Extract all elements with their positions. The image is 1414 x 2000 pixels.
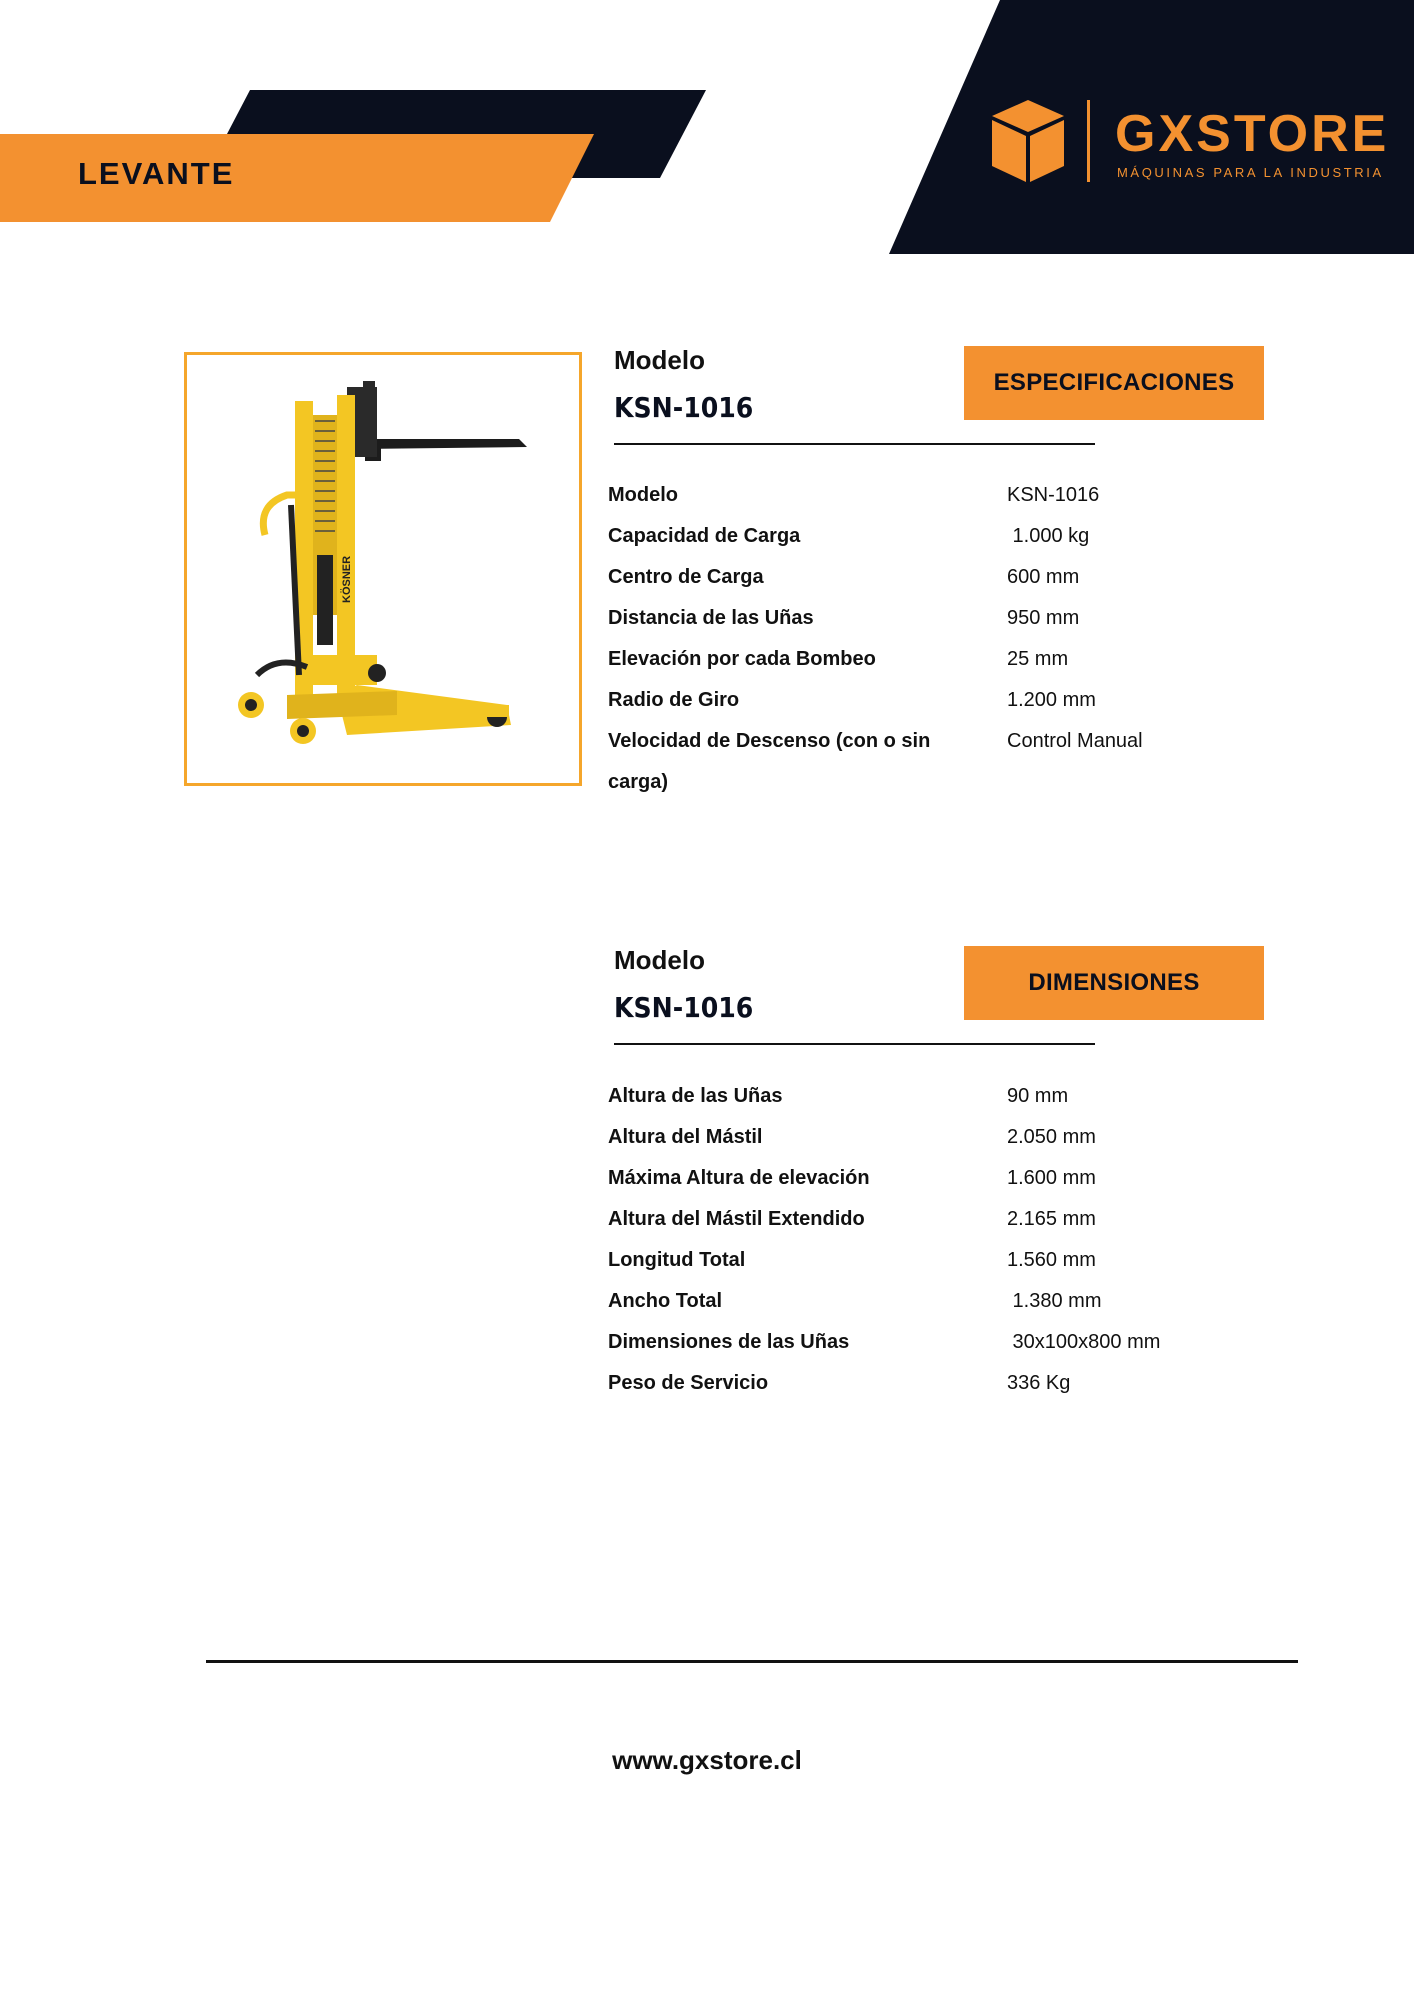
table-row xyxy=(608,639,1143,680)
dimension-value: 1.560 mm xyxy=(1007,1249,1096,1271)
table-row xyxy=(608,1199,1160,1240)
specifications-badge: ESPECIFICACIONES xyxy=(964,346,1264,420)
dimensions-badge: DIMENSIONES xyxy=(964,946,1264,1020)
spec-label: Centro de Carga xyxy=(608,566,764,588)
table-row xyxy=(608,516,1143,557)
product-image-frame xyxy=(184,352,582,786)
spec-label: Elevación por cada Bombeo xyxy=(608,648,876,670)
spec-label: Radio de Giro xyxy=(608,689,740,711)
dimension-value: 336 Kg xyxy=(1007,1372,1071,1394)
spec-value: 950 mm xyxy=(1007,607,1080,629)
spec-label: Velocidad de Descenso (con o sin carga) xyxy=(608,730,931,793)
spec-value: Control Manual xyxy=(1007,730,1143,752)
spec-label: Distancia de las Uñas xyxy=(608,607,814,629)
dimension-label: Altura de las Uñas xyxy=(608,1085,783,1107)
table-row xyxy=(608,1281,1160,1322)
website-link[interactable]: www.gxstore.cl xyxy=(612,1745,802,1775)
table-row xyxy=(608,1240,1160,1281)
spec-value: 25 mm xyxy=(1007,648,1069,670)
dimension-label: Altura del Mástil xyxy=(608,1126,763,1148)
table-row xyxy=(608,1076,1160,1117)
spec-value: 600 mm xyxy=(1007,566,1080,588)
spec-value: KSN-1016 xyxy=(1007,484,1100,506)
table-row xyxy=(608,1158,1160,1199)
dimension-label: Altura del Mástil Extendido xyxy=(608,1208,865,1230)
dimensions-table xyxy=(608,1076,1160,1404)
dimension-value: 1.600 mm xyxy=(1007,1167,1096,1189)
dimensions-divider xyxy=(614,1043,1095,1045)
table-row xyxy=(608,680,1143,721)
spec-value: 1.000 kg xyxy=(1007,525,1090,547)
table-row xyxy=(608,1117,1160,1158)
dimension-label: Ancho Total xyxy=(608,1290,723,1312)
brand-tagline: MÁQUINAS PARA LA INDUSTRIA xyxy=(1117,165,1384,180)
dimensions-model-label: Modelo xyxy=(614,945,705,975)
spec-value: 1.200 mm xyxy=(1007,689,1096,711)
dimension-value: 90 mm xyxy=(1007,1085,1069,1107)
table-row xyxy=(608,721,1143,803)
dimension-value: 1.380 mm xyxy=(1007,1290,1102,1312)
dimensions-model-value: KSN-1016 xyxy=(614,991,754,1024)
specs-model-value: KSN-1016 xyxy=(614,391,754,424)
specifications-table xyxy=(608,475,1143,803)
brand-decal: KÖSNER xyxy=(341,555,353,603)
table-row xyxy=(608,1363,1160,1404)
manual-stacker-image xyxy=(187,355,579,783)
category-title: LEVANTE xyxy=(78,156,235,191)
dimension-label: Longitud Total xyxy=(608,1249,746,1271)
dimension-value: 2.050 mm xyxy=(1007,1126,1096,1148)
dimension-label: Dimensiones de las Uñas xyxy=(608,1331,850,1353)
box-icon xyxy=(990,96,1090,186)
table-row xyxy=(608,598,1143,639)
dimension-label: Máxima Altura de elevación xyxy=(608,1167,870,1189)
footer-divider xyxy=(206,1660,1298,1663)
dimension-value: 2.165 mm xyxy=(1007,1208,1096,1230)
table-row xyxy=(608,1322,1160,1363)
table-row xyxy=(608,557,1143,598)
specs-divider xyxy=(614,443,1095,445)
spec-label: Capacidad de Carga xyxy=(608,525,801,547)
dimension-label: Peso de Servicio xyxy=(608,1372,769,1394)
specs-model-label: Modelo xyxy=(614,345,705,375)
table-row xyxy=(608,475,1143,516)
dimension-value: 30x100x800 mm xyxy=(1007,1331,1161,1353)
spec-label: Modelo xyxy=(608,484,678,506)
brand-name: GXSTORE xyxy=(1115,105,1390,163)
